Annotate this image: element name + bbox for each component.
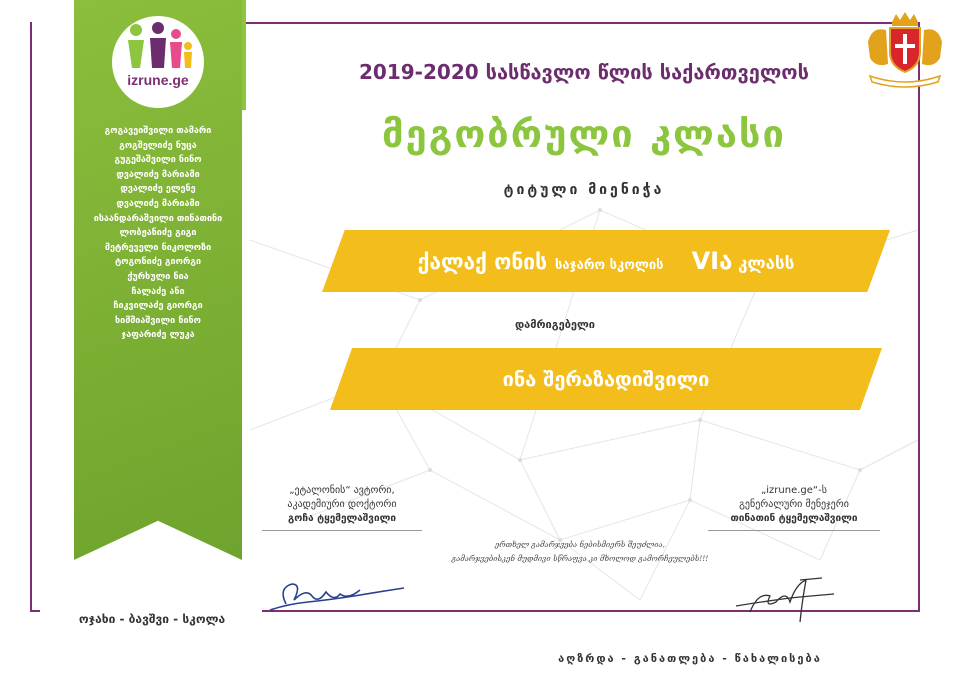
student-name: ქურხული ნია bbox=[127, 271, 189, 282]
logo-text: izrune.ge bbox=[127, 72, 189, 88]
recipient-name: ინა შერაზადიშვილი bbox=[502, 367, 710, 391]
signature-title: გენერალური მენეჯერი bbox=[739, 499, 849, 510]
signature-line bbox=[708, 530, 880, 531]
school-ribbon-text bbox=[322, 247, 890, 275]
student-name: ხიმშიაშვილი ნინო bbox=[115, 315, 201, 326]
handwritten-signature-right bbox=[730, 572, 840, 632]
frame-border-top bbox=[240, 22, 920, 24]
signature-role: „ეტალონის“ ავტორი, bbox=[289, 485, 395, 496]
student-list bbox=[82, 124, 234, 343]
student-name: ტოგონიძე გიორგი bbox=[114, 257, 202, 268]
motivational-quote bbox=[430, 538, 730, 566]
student-name: დვალიძე ელენე bbox=[120, 184, 196, 195]
student-name: დვალიძე მარიამი bbox=[116, 198, 200, 209]
student-name: გუგეშაშვილი ნინო bbox=[114, 155, 202, 166]
presented-by-label: დამრიგებელი bbox=[514, 318, 596, 331]
student-name: ჩიკვილაძე გიორგი bbox=[113, 301, 203, 312]
student-name: ისაანდარაშვილი თინათინი bbox=[93, 213, 223, 224]
signature-block-right bbox=[708, 484, 880, 531]
frame-border-left bbox=[30, 22, 32, 612]
ribbon-city: ქალაქ ონის bbox=[417, 250, 548, 274]
certificate-title: მეგობრული კლასი bbox=[382, 112, 786, 156]
student-name: გოგავეიშვილი თამარი bbox=[104, 126, 212, 136]
ribbon-class: VIა bbox=[691, 247, 733, 275]
izrune-logo bbox=[112, 16, 204, 108]
signature-name: გოჩა ტყემელაშვილი bbox=[288, 513, 396, 524]
student-name: მეტრეველი ნიკოლოზი bbox=[104, 242, 212, 253]
student-name: ლობჟანიძე გიგი bbox=[119, 228, 197, 239]
signature-line bbox=[262, 530, 422, 531]
signature-name: თინათინ ტყემელაშვილი bbox=[730, 513, 858, 524]
student-name: ჩალაძე ანი bbox=[131, 286, 185, 297]
handwritten-signature-left bbox=[268, 574, 408, 618]
certificate-heading: 2019-2020 სასწავლო წლის საქართველოს bbox=[359, 60, 809, 84]
ribbon-class-word: კლასს bbox=[737, 254, 795, 274]
frame-border-right bbox=[918, 22, 920, 612]
quote-line-2: გამარჯვებისკენ მუდმივი სწრაფვა კი მხოლოდ გამორჩეულებს!!! bbox=[451, 554, 709, 563]
signature-title: აკადემიური დოქტორი bbox=[287, 499, 397, 510]
ribbon-school: საჯარო სკოლის bbox=[555, 258, 664, 273]
student-name: გოგშელიძე ნუცა bbox=[119, 140, 197, 151]
motto-left: ოჯახი - ბავშვი - სკოლა bbox=[78, 612, 226, 626]
student-name: დვალიძე მარიამი bbox=[116, 169, 200, 180]
signature-block-left bbox=[262, 484, 422, 531]
student-name: ჯაფარიძე ლუკა bbox=[121, 330, 195, 341]
signature-role: „izrune.ge“-ს bbox=[761, 485, 827, 496]
quote-line-1: ერთხელ გამარჯვება ნებისმიერს შეუძლია, bbox=[494, 540, 666, 549]
certificate-subtitle: ტიტული მიენიჭა bbox=[503, 182, 665, 198]
family-icon bbox=[122, 22, 194, 74]
motto-bottom: აღზრდა - განათლება - წახალისება bbox=[558, 652, 822, 665]
frame-border-bottom-left bbox=[30, 610, 40, 612]
